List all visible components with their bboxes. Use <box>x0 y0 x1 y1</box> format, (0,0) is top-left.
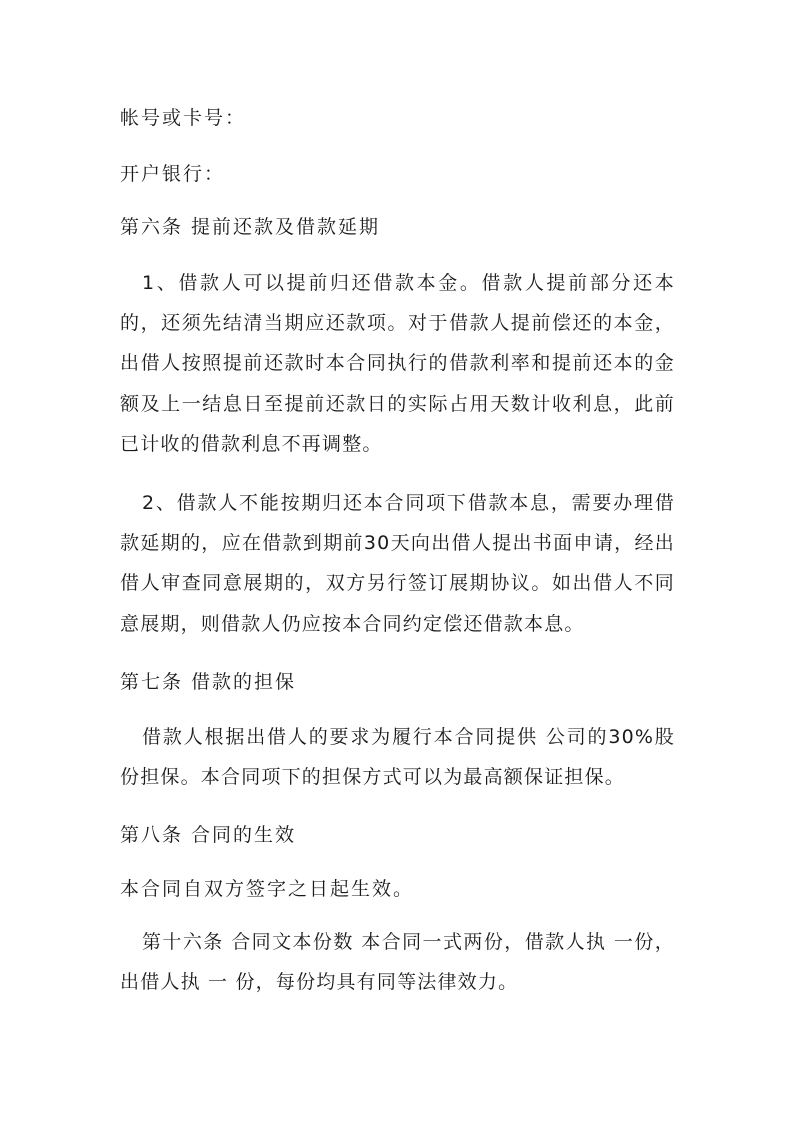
article-7-paragraph: 借款人根据出借人的要求为履行本合同提供 公司的30%股份担保。本合同项下的担保方式可以为最高额保证担保。 <box>120 726 675 789</box>
article-7-heading: 第七条 借款的担保 <box>120 671 297 693</box>
article-6-paragraph-1: 1、借款人可以提前归还借款本金。借款人提前部分还本的，还须先结清当期应还款项。对于借款人提前偿还的本金，出借人按照提前还款时本合同执行的借款利率和提前还本的金额及上一结息日至提前还款日的实际占用天数计收利息，此前已计收的借款利息不再调整。 <box>120 272 675 455</box>
article-16-paragraph: 第十六条 合同文本份数 本合同一式两份，借款人执 一份，出借人执 一 份，每份均具有同等法律效力。 <box>120 931 675 994</box>
article-6-heading: 第六条 提前还款及借款延期 <box>120 216 381 238</box>
article-8-paragraph: 本合同自双方签字之日起生效。 <box>120 878 415 900</box>
bank-name-label: 开户银行： <box>120 163 226 185</box>
article-6-paragraph-2: 2、借款人不能按期归还本合同项下借款本息，需要办理借款延期的，应在借款到期前30天向出借人提出书面申请，经出借人审查同意展期的，双方另行签订展期协议。如出借人不同意展期，则借款人仍应按本合同约定偿还借款本息。 <box>120 492 675 635</box>
account-number-label: 帐号或卡号： <box>120 107 247 129</box>
article-8-heading: 第八条 合同的生效 <box>120 824 297 846</box>
